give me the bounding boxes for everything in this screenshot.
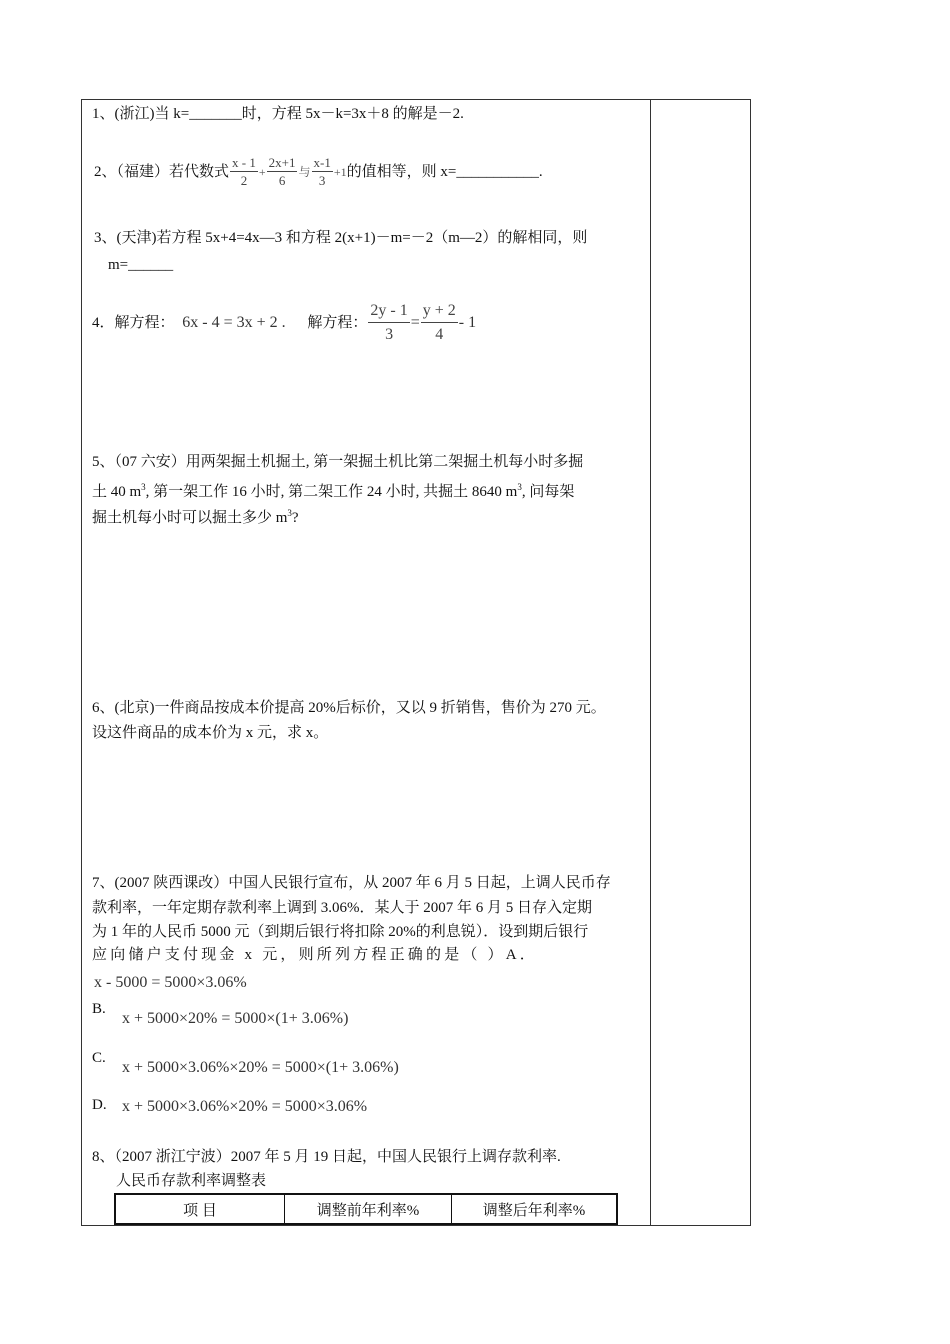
question-8-line-1: 8、（2007 浙江宁波）2007 年 5 月 19 日起，中国人民银行上调存款利率. <box>92 1149 561 1165</box>
question-7-line-4: 应向储户支付现金 x 元，则所列方程正确的是（ ）A． <box>92 947 538 963</box>
question-6-line-2: 设这件商品的成本价为 x 元，求 x。 <box>92 725 329 741</box>
question-6-line-1: 6、(北京)一件商品按成本价提高 20%后标价，又以 9 折销售，售价为 270 元。 <box>92 700 606 716</box>
column-divider <box>650 99 651 1226</box>
question-7-line-2: 款利率，一年定期存款利率上调到 3.06%．某人于 2007 年 6 月 5 日存入定期 <box>92 900 592 916</box>
question-1: 1、(浙江)当 k=_______时，方程 5x－k=3x＋8 的解是－2. <box>92 106 464 122</box>
q2-fraction-2: $\frac{2x+1}{6}$ <box>268 155 296 189</box>
question-4: 4．解方程： 6x - 4 = 3x + 2 . 解方程： $\frac{2y - 1}{3}$ = $\frac{y + 2}{4}$ - 1 <box>92 300 476 347</box>
option-d-label: D. <box>92 1097 107 1113</box>
q2-fraction-1: $\frac{x - 1}{2}$ <box>232 155 256 189</box>
option-b-label: B. <box>92 1001 106 1017</box>
rate-table-header-before: 调整前年利率% <box>285 1194 452 1224</box>
question-5-line-2: 土 40 $m^3$, 第一架工作 16 小时, 第二架工作 24 小时, 共掘土 8640 $m^3$, 问每架 <box>92 482 575 500</box>
rate-table-header-after: 调整后年利率% <box>452 1194 618 1224</box>
q2-prefix: 2、（福建）若代数式 <box>94 164 230 180</box>
option-a-equation: x - 5000 = 5000×3.06% <box>94 974 247 991</box>
question-5-line-3: 掘土机每小时可以掘土多少 $m^3$? <box>92 508 299 526</box>
option-c-label: C. <box>92 1050 106 1066</box>
question-7-line-3: 为 1 年的人民币 5000 元（到期后银行将扣除 20%的利息锐）．设到期后银行 <box>92 924 589 940</box>
question-3-line-2: m=______ <box>108 257 174 273</box>
q4-fraction-left: $\frac{2y - 1}{3}$ <box>370 302 408 344</box>
question-5-line-1: 5、（07 六安）用两架掘土机掘土, 第一架掘土机比第二架掘土机每小时多掘 <box>92 454 584 470</box>
q2-suffix: 的值相等，则 x=___________. <box>346 164 543 180</box>
question-2: 2、（福建）若代数式 $\frac{x - 1}{2}$ + $\frac{2x+1}{6}$ 与 $\frac{x-1}{3}$ +1的值相等，则 x=___________. <box>94 155 543 189</box>
q4-fraction-right: $\frac{y + 2}{4}$ <box>422 302 456 344</box>
question-3-line-1: 3、(天津)若方程 5x+4=4x—3 和方程 2(x+1)－m=－2（m—2）的解相同，则 <box>94 230 588 246</box>
q4-equation-1: 6x - 4 = 3x + 2 . <box>182 314 286 331</box>
option-d-equation: x + 5000×3.06%×20% = 5000×3.06% <box>122 1098 368 1115</box>
option-b-equation: x + 5000×20% = 5000×(1+ 3.06%) <box>122 1010 349 1027</box>
q2-fraction-3: $\frac{x-1}{3}$ <box>313 155 331 189</box>
rate-table <box>114 1193 618 1225</box>
rate-table-header-row <box>115 1194 617 1224</box>
question-7-line-1: 7、(2007 陕西课改）中国人民银行宣布，从 2007 年 6 月 5 日起，上调人民币存 <box>92 875 611 891</box>
option-c-equation: x + 5000×3.06%×20% = 5000×(1+ 3.06%) <box>122 1059 399 1076</box>
rate-table-title: 人民币存款利率调整表 <box>116 1173 267 1189</box>
rate-table-header-item: 项 目 <box>115 1194 285 1224</box>
